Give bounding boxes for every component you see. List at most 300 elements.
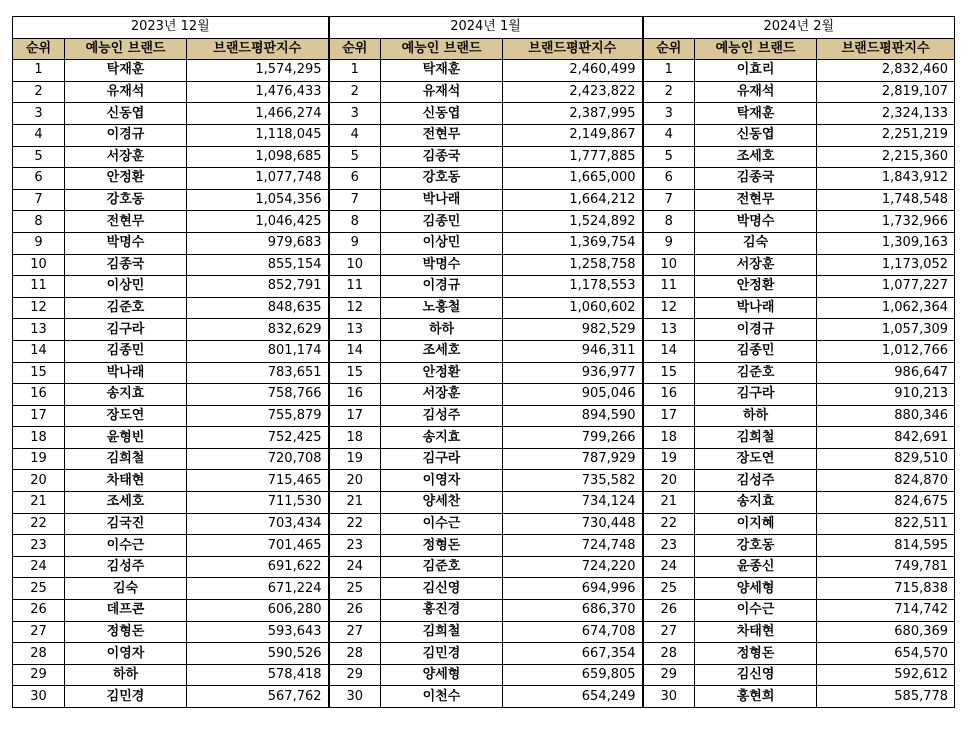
brand-name-cell: 김희철	[65, 448, 187, 470]
rank-cell: 26	[13, 600, 65, 622]
score-cell: 880,346	[817, 405, 955, 427]
score-cell: 715,465	[187, 470, 329, 492]
brand-name-cell: 강호동	[381, 168, 503, 190]
rank-cell: 3	[13, 103, 65, 125]
brand-name-cell: 김희철	[695, 427, 817, 449]
table-row	[13, 556, 955, 578]
score-cell: 1,524,892	[503, 211, 643, 233]
score-cell: 752,425	[187, 427, 329, 449]
period-title: 2024년 1월	[329, 17, 643, 39]
brand-name-cell: 이천수	[381, 686, 503, 708]
brand-name-cell: 김신영	[695, 664, 817, 686]
score-cell: 593,643	[187, 621, 329, 643]
table-row	[13, 686, 955, 708]
period-header-row	[13, 17, 955, 39]
rank-cell: 2	[643, 81, 695, 103]
table-row	[13, 189, 955, 211]
rank-cell: 5	[13, 146, 65, 168]
brand-name-cell: 김종민	[65, 340, 187, 362]
rank-cell: 27	[13, 621, 65, 643]
score-cell: 1,843,912	[817, 168, 955, 190]
brand-name-cell: 박나래	[381, 189, 503, 211]
score-cell: 711,530	[187, 492, 329, 514]
score-cell: 1,369,754	[503, 232, 643, 254]
brand-name-cell: 이경규	[381, 276, 503, 298]
rank-cell: 26	[329, 600, 381, 622]
score-cell: 946,311	[503, 340, 643, 362]
brand-name-cell: 하하	[381, 319, 503, 341]
score-cell: 715,838	[817, 578, 955, 600]
brand-name-cell: 장도연	[65, 405, 187, 427]
score-cell: 1,046,425	[187, 211, 329, 233]
table-row	[13, 168, 955, 190]
brand-name-cell: 전현무	[381, 124, 503, 146]
brand-name-cell: 이영자	[65, 643, 187, 665]
rank-cell: 4	[329, 124, 381, 146]
rank-cell: 30	[643, 686, 695, 708]
table-row	[13, 254, 955, 276]
rank-cell: 19	[329, 448, 381, 470]
rank-cell: 1	[643, 60, 695, 82]
rank-cell: 15	[13, 362, 65, 384]
score-cell: 606,280	[187, 600, 329, 622]
brand-name-cell: 조세호	[695, 146, 817, 168]
rank-cell: 21	[643, 492, 695, 514]
table-body	[13, 17, 955, 708]
brand-name-cell: 안정환	[695, 276, 817, 298]
score-cell: 1,732,966	[817, 211, 955, 233]
score-cell: 829,510	[817, 448, 955, 470]
brand-name-cell: 유재석	[65, 81, 187, 103]
score-cell: 910,213	[817, 384, 955, 406]
brand-name-cell: 이수근	[695, 600, 817, 622]
table-row	[13, 124, 955, 146]
score-cell: 659,805	[503, 664, 643, 686]
table-row	[13, 319, 955, 341]
score-cell: 674,708	[503, 621, 643, 643]
rank-cell: 14	[329, 340, 381, 362]
rank-cell: 20	[329, 470, 381, 492]
brand-name-cell: 김민경	[381, 643, 503, 665]
brand-header: 예능인 브랜드	[695, 38, 817, 60]
rank-cell: 18	[13, 427, 65, 449]
score-cell: 654,249	[503, 686, 643, 708]
score-header: 브랜드평판지수	[503, 38, 643, 60]
rank-cell: 29	[13, 664, 65, 686]
score-cell: 801,174	[187, 340, 329, 362]
score-cell: 1,664,212	[503, 189, 643, 211]
rank-cell: 7	[13, 189, 65, 211]
brand-name-cell: 박명수	[695, 211, 817, 233]
score-cell: 590,526	[187, 643, 329, 665]
table-row	[13, 81, 955, 103]
rank-cell: 2	[13, 81, 65, 103]
score-cell: 2,324,133	[817, 103, 955, 125]
brand-name-cell: 김준호	[695, 362, 817, 384]
brand-name-cell: 이경규	[695, 319, 817, 341]
score-cell: 686,370	[503, 600, 643, 622]
rank-cell: 1	[13, 60, 65, 82]
brand-name-cell: 전현무	[695, 189, 817, 211]
table-row	[13, 427, 955, 449]
table-row	[13, 664, 955, 686]
rank-cell: 28	[643, 643, 695, 665]
rank-cell: 25	[643, 578, 695, 600]
rank-cell: 4	[643, 124, 695, 146]
score-cell: 799,266	[503, 427, 643, 449]
rank-cell: 18	[329, 427, 381, 449]
table-row	[13, 621, 955, 643]
score-cell: 1,476,433	[187, 81, 329, 103]
rank-cell: 19	[13, 448, 65, 470]
rank-cell: 16	[643, 384, 695, 406]
rank-cell: 12	[643, 297, 695, 319]
score-cell: 822,511	[817, 513, 955, 535]
score-cell: 787,929	[503, 448, 643, 470]
score-cell: 749,781	[817, 556, 955, 578]
brand-name-cell: 김구라	[381, 448, 503, 470]
rank-cell: 20	[13, 470, 65, 492]
score-cell: 734,124	[503, 492, 643, 514]
brand-name-cell: 김종민	[381, 211, 503, 233]
rank-cell: 13	[329, 319, 381, 341]
rank-cell: 22	[13, 513, 65, 535]
brand-name-cell: 김준호	[381, 556, 503, 578]
brand-name-cell: 송지효	[65, 384, 187, 406]
rank-cell: 7	[329, 189, 381, 211]
brand-name-cell: 김신영	[381, 578, 503, 600]
brand-name-cell: 안정환	[65, 168, 187, 190]
score-cell: 1,118,045	[187, 124, 329, 146]
brand-name-cell: 신동엽	[695, 124, 817, 146]
brand-name-cell: 장도연	[695, 448, 817, 470]
brand-name-cell: 데프콘	[65, 600, 187, 622]
table-row	[13, 103, 955, 125]
rank-cell: 7	[643, 189, 695, 211]
rank-cell: 28	[329, 643, 381, 665]
table-row	[13, 492, 955, 514]
score-cell: 814,595	[817, 535, 955, 557]
rank-cell: 9	[329, 232, 381, 254]
rank-cell: 22	[329, 513, 381, 535]
brand-name-cell: 김민경	[65, 686, 187, 708]
brand-name-cell: 이수근	[381, 513, 503, 535]
table-row	[13, 232, 955, 254]
brand-name-cell: 조세호	[381, 340, 503, 362]
table-row	[13, 578, 955, 600]
table-row	[13, 643, 955, 665]
score-cell: 1,258,758	[503, 254, 643, 276]
score-cell: 824,675	[817, 492, 955, 514]
brand-name-cell: 정형돈	[65, 621, 187, 643]
rank-cell: 25	[13, 578, 65, 600]
rank-cell: 24	[643, 556, 695, 578]
score-cell: 758,766	[187, 384, 329, 406]
score-header: 브랜드평판지수	[817, 38, 955, 60]
score-cell: 720,708	[187, 448, 329, 470]
score-cell: 1,062,364	[817, 297, 955, 319]
brand-name-cell: 이수근	[65, 535, 187, 557]
score-cell: 1,665,000	[503, 168, 643, 190]
brand-name-cell: 김구라	[65, 319, 187, 341]
table-row	[13, 340, 955, 362]
rank-header: 순위	[643, 38, 695, 60]
score-cell: 832,629	[187, 319, 329, 341]
rank-cell: 10	[13, 254, 65, 276]
score-cell: 855,154	[187, 254, 329, 276]
score-cell: 724,220	[503, 556, 643, 578]
brand-name-cell: 박명수	[381, 254, 503, 276]
table-row	[13, 600, 955, 622]
rank-cell: 24	[13, 556, 65, 578]
brand-name-cell: 윤형빈	[65, 427, 187, 449]
rank-cell: 17	[13, 405, 65, 427]
score-cell: 671,224	[187, 578, 329, 600]
brand-name-cell: 김구라	[695, 384, 817, 406]
score-header: 브랜드평판지수	[187, 38, 329, 60]
brand-name-cell: 김종국	[65, 254, 187, 276]
score-cell: 905,046	[503, 384, 643, 406]
rank-cell: 20	[643, 470, 695, 492]
brand-name-cell: 강호동	[695, 535, 817, 557]
rank-cell: 14	[643, 340, 695, 362]
rank-header: 순위	[13, 38, 65, 60]
score-cell: 654,570	[817, 643, 955, 665]
brand-name-cell: 탁재훈	[65, 60, 187, 82]
rank-cell: 27	[329, 621, 381, 643]
rank-cell: 6	[13, 168, 65, 190]
rank-cell: 28	[13, 643, 65, 665]
brand-name-cell: 홍현희	[695, 686, 817, 708]
rank-cell: 18	[643, 427, 695, 449]
brand-name-cell: 김숙	[695, 232, 817, 254]
table-row	[13, 297, 955, 319]
rank-cell: 17	[329, 405, 381, 427]
rank-cell: 11	[13, 276, 65, 298]
score-cell: 667,354	[503, 643, 643, 665]
brand-name-cell: 박명수	[65, 232, 187, 254]
score-cell: 982,529	[503, 319, 643, 341]
score-cell: 724,748	[503, 535, 643, 557]
column-header-row	[13, 38, 955, 60]
rank-cell: 10	[329, 254, 381, 276]
brand-name-cell: 이경규	[65, 124, 187, 146]
rank-cell: 9	[643, 232, 695, 254]
brand-name-cell: 서장훈	[695, 254, 817, 276]
brand-name-cell: 이상민	[65, 276, 187, 298]
score-cell: 755,879	[187, 405, 329, 427]
rank-cell: 12	[13, 297, 65, 319]
brand-name-cell: 이지혜	[695, 513, 817, 535]
rank-cell: 10	[643, 254, 695, 276]
score-cell: 1,060,602	[503, 297, 643, 319]
rank-cell: 6	[643, 168, 695, 190]
rank-cell: 30	[329, 686, 381, 708]
rank-cell: 19	[643, 448, 695, 470]
brand-name-cell: 김준호	[65, 297, 187, 319]
brand-name-cell: 하하	[65, 664, 187, 686]
rank-cell: 16	[329, 384, 381, 406]
score-cell: 936,977	[503, 362, 643, 384]
brand-name-cell: 유재석	[381, 81, 503, 103]
brand-name-cell: 이상민	[381, 232, 503, 254]
rank-cell: 8	[643, 211, 695, 233]
rank-cell: 23	[643, 535, 695, 557]
rank-cell: 5	[643, 146, 695, 168]
score-cell: 824,870	[817, 470, 955, 492]
brand-name-cell: 안정환	[381, 362, 503, 384]
score-cell: 1,748,548	[817, 189, 955, 211]
rank-cell: 15	[643, 362, 695, 384]
period-title: 2023년 12월	[13, 17, 329, 39]
rank-cell: 9	[13, 232, 65, 254]
score-cell: 2,832,460	[817, 60, 955, 82]
brand-name-cell: 차태현	[65, 470, 187, 492]
score-cell: 714,742	[817, 600, 955, 622]
score-cell: 694,996	[503, 578, 643, 600]
rank-cell: 11	[329, 276, 381, 298]
rank-cell: 23	[13, 535, 65, 557]
rank-cell: 3	[329, 103, 381, 125]
rank-cell: 25	[329, 578, 381, 600]
brand-name-cell: 유재석	[695, 81, 817, 103]
rank-cell: 11	[643, 276, 695, 298]
score-cell: 2,819,107	[817, 81, 955, 103]
brand-name-cell: 김종국	[695, 168, 817, 190]
brand-name-cell: 탁재훈	[695, 103, 817, 125]
brand-name-cell: 김성주	[65, 556, 187, 578]
score-cell: 1,077,748	[187, 168, 329, 190]
score-cell: 2,460,499	[503, 60, 643, 82]
table-row	[13, 384, 955, 406]
score-cell: 1,777,885	[503, 146, 643, 168]
brand-name-cell: 김종국	[381, 146, 503, 168]
rank-cell: 23	[329, 535, 381, 557]
brand-name-cell: 박나래	[65, 362, 187, 384]
rank-cell: 12	[329, 297, 381, 319]
brand-name-cell: 서장훈	[381, 384, 503, 406]
score-cell: 1,012,766	[817, 340, 955, 362]
score-cell: 592,612	[817, 664, 955, 686]
brand-name-cell: 조세호	[65, 492, 187, 514]
score-cell: 1,057,309	[817, 319, 955, 341]
brand-reputation-table	[12, 16, 955, 708]
rank-cell: 4	[13, 124, 65, 146]
brand-name-cell: 김성주	[695, 470, 817, 492]
brand-name-cell: 신동엽	[381, 103, 503, 125]
score-cell: 1,173,052	[817, 254, 955, 276]
brand-name-cell: 서장훈	[65, 146, 187, 168]
score-cell: 1,466,274	[187, 103, 329, 125]
table-row	[13, 513, 955, 535]
brand-header: 예능인 브랜드	[381, 38, 503, 60]
brand-name-cell: 송지효	[381, 427, 503, 449]
score-cell: 730,448	[503, 513, 643, 535]
brand-name-cell: 노홍철	[381, 297, 503, 319]
score-cell: 979,683	[187, 232, 329, 254]
table-row	[13, 362, 955, 384]
period-title: 2024년 2월	[643, 17, 955, 39]
score-cell: 680,369	[817, 621, 955, 643]
table-row	[13, 470, 955, 492]
score-cell: 848,635	[187, 297, 329, 319]
brand-name-cell: 김숙	[65, 578, 187, 600]
rank-cell: 29	[643, 664, 695, 686]
brand-name-cell: 신동엽	[65, 103, 187, 125]
brand-name-cell: 차태현	[695, 621, 817, 643]
brand-name-cell: 김종민	[695, 340, 817, 362]
score-cell: 894,590	[503, 405, 643, 427]
rank-cell: 16	[13, 384, 65, 406]
rank-cell: 1	[329, 60, 381, 82]
table-row	[13, 146, 955, 168]
rank-cell: 15	[329, 362, 381, 384]
score-cell: 783,651	[187, 362, 329, 384]
brand-name-cell: 이영자	[381, 470, 503, 492]
rank-cell: 22	[643, 513, 695, 535]
score-cell: 567,762	[187, 686, 329, 708]
brand-name-cell: 정형돈	[381, 535, 503, 557]
score-cell: 701,465	[187, 535, 329, 557]
rank-cell: 3	[643, 103, 695, 125]
score-cell: 578,418	[187, 664, 329, 686]
score-cell: 1,098,685	[187, 146, 329, 168]
score-cell: 2,149,867	[503, 124, 643, 146]
score-cell: 2,251,219	[817, 124, 955, 146]
brand-header: 예능인 브랜드	[65, 38, 187, 60]
score-cell: 735,582	[503, 470, 643, 492]
score-cell: 703,434	[187, 513, 329, 535]
brand-name-cell: 하하	[695, 405, 817, 427]
score-cell: 2,215,360	[817, 146, 955, 168]
rank-cell: 8	[329, 211, 381, 233]
score-cell: 1,054,356	[187, 189, 329, 211]
brand-name-cell: 이효리	[695, 60, 817, 82]
table-row	[13, 211, 955, 233]
brand-name-cell: 탁재훈	[381, 60, 503, 82]
score-cell: 852,791	[187, 276, 329, 298]
rank-cell: 13	[643, 319, 695, 341]
brand-name-cell: 송지효	[695, 492, 817, 514]
rank-cell: 24	[329, 556, 381, 578]
rank-cell: 26	[643, 600, 695, 622]
rank-cell: 5	[329, 146, 381, 168]
brand-name-cell: 김성주	[381, 405, 503, 427]
score-cell: 986,647	[817, 362, 955, 384]
rank-cell: 27	[643, 621, 695, 643]
score-cell: 1,178,553	[503, 276, 643, 298]
table-row	[13, 535, 955, 557]
rank-cell: 30	[13, 686, 65, 708]
brand-name-cell: 정형돈	[695, 643, 817, 665]
brand-name-cell: 강호동	[65, 189, 187, 211]
brand-name-cell: 김국진	[65, 513, 187, 535]
brand-name-cell: 양세형	[695, 578, 817, 600]
brand-name-cell: 윤종신	[695, 556, 817, 578]
score-cell: 1,077,227	[817, 276, 955, 298]
table-row	[13, 448, 955, 470]
score-cell: 2,387,995	[503, 103, 643, 125]
brand-name-cell: 홍진경	[381, 600, 503, 622]
table-row	[13, 60, 955, 82]
rank-header: 순위	[329, 38, 381, 60]
brand-name-cell: 박나래	[695, 297, 817, 319]
score-cell: 585,778	[817, 686, 955, 708]
brand-name-cell: 전현무	[65, 211, 187, 233]
rank-cell: 2	[329, 81, 381, 103]
rank-cell: 14	[13, 340, 65, 362]
score-cell: 2,423,822	[503, 81, 643, 103]
